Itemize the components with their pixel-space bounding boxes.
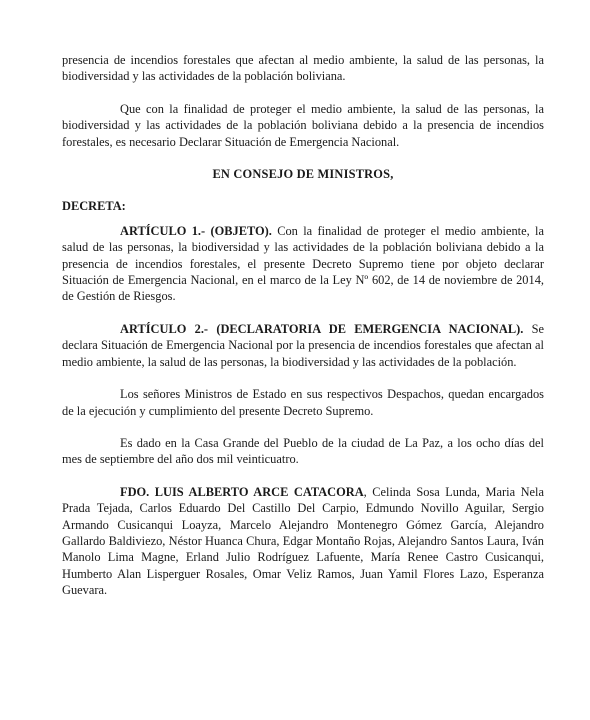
article-1-body: Con la finalidad de proteger el medio ambiente, la salud de las personas, la biodiversidad y las actividades de la población boliviana debido a la presencia de incendios forestales, el presente Decreto Supremo tiene por objeto declarar Situación de Emergencia Nacional, en el marco de la Ley Nº 602, de 14 de noviembre de 2014, de Gestión de Riesgos. <box>62 223 544 304</box>
paragraph-continuation: presencia de incendios forestales que afectan al medio ambiente, la salud de las personas, la biodiversidad y las actividades de la población boliviana. <box>62 53 544 84</box>
paragraph-considerando: Que con la finalidad de proteger el medio ambiente, la salud de las personas, la biodiversidad y las actividades de la población boliviana debido a la presencia de incendios forestales, es necesario Declarar Situación de Emergencia Nacional. <box>62 101 544 149</box>
heading-consejo-ministros: EN CONSEJO DE MINISTROS, <box>212 167 394 182</box>
paragraph-ministros: Los señores Ministros de Estado en sus respectivos Despachos, quedan encargados de la ejecución y cumplimiento del presente Decreto Supremo. <box>62 387 544 418</box>
article-2 <box>62 321 544 370</box>
signature-ministers: , Celinda Sosa Lunda, Maria Nela Prada Tejada, Carlos Eduardo Del Castillo Del Carpio, Edmundo Novillo Aguilar, Sergio Armando Cusicanqui Loayza, Marcelo Alejandro Montenegro Gómez García, Alejandro Gallardo Baldiviezo, Néstor Huanca Chura, Edgar Montaño Rojas, Alejandro Santos Laura, Iván Manolo Lima Magne, Erland Julio Rodríguez Lafuente, María Renee Castro Cusicanqui, Humberto Alan Lisperguer Rosales, Omar Veliz Ramos, Juan Yamil Flores Lazo, Esperanza Guevara. <box>62 484 544 598</box>
article-1-title: ARTÍCULO 1.- (OBJETO). <box>120 223 272 238</box>
article-1 <box>62 223 544 305</box>
article-2-body: Se declara Situación de Emergencia Nacional por la presencia de incendios forestales que afectan al medio ambiente, la salud de las personas, la biodiversidad y las actividades de la población. <box>62 321 544 369</box>
paragraph-dado: Es dado en la Casa Grande del Pueblo de la ciudad de La Paz, a los ocho días del mes de septiembre del año dos mil veinticuatro. <box>62 435 544 467</box>
heading-decreta: DECRETA: <box>62 199 126 214</box>
signature-president: FDO. LUIS ALBERTO ARCE CATACORA <box>120 484 364 499</box>
signatures <box>62 484 544 599</box>
article-2-title: ARTÍCULO 2.- (DECLARATORIA DE EMERGENCIA NACIONAL). <box>120 321 524 336</box>
